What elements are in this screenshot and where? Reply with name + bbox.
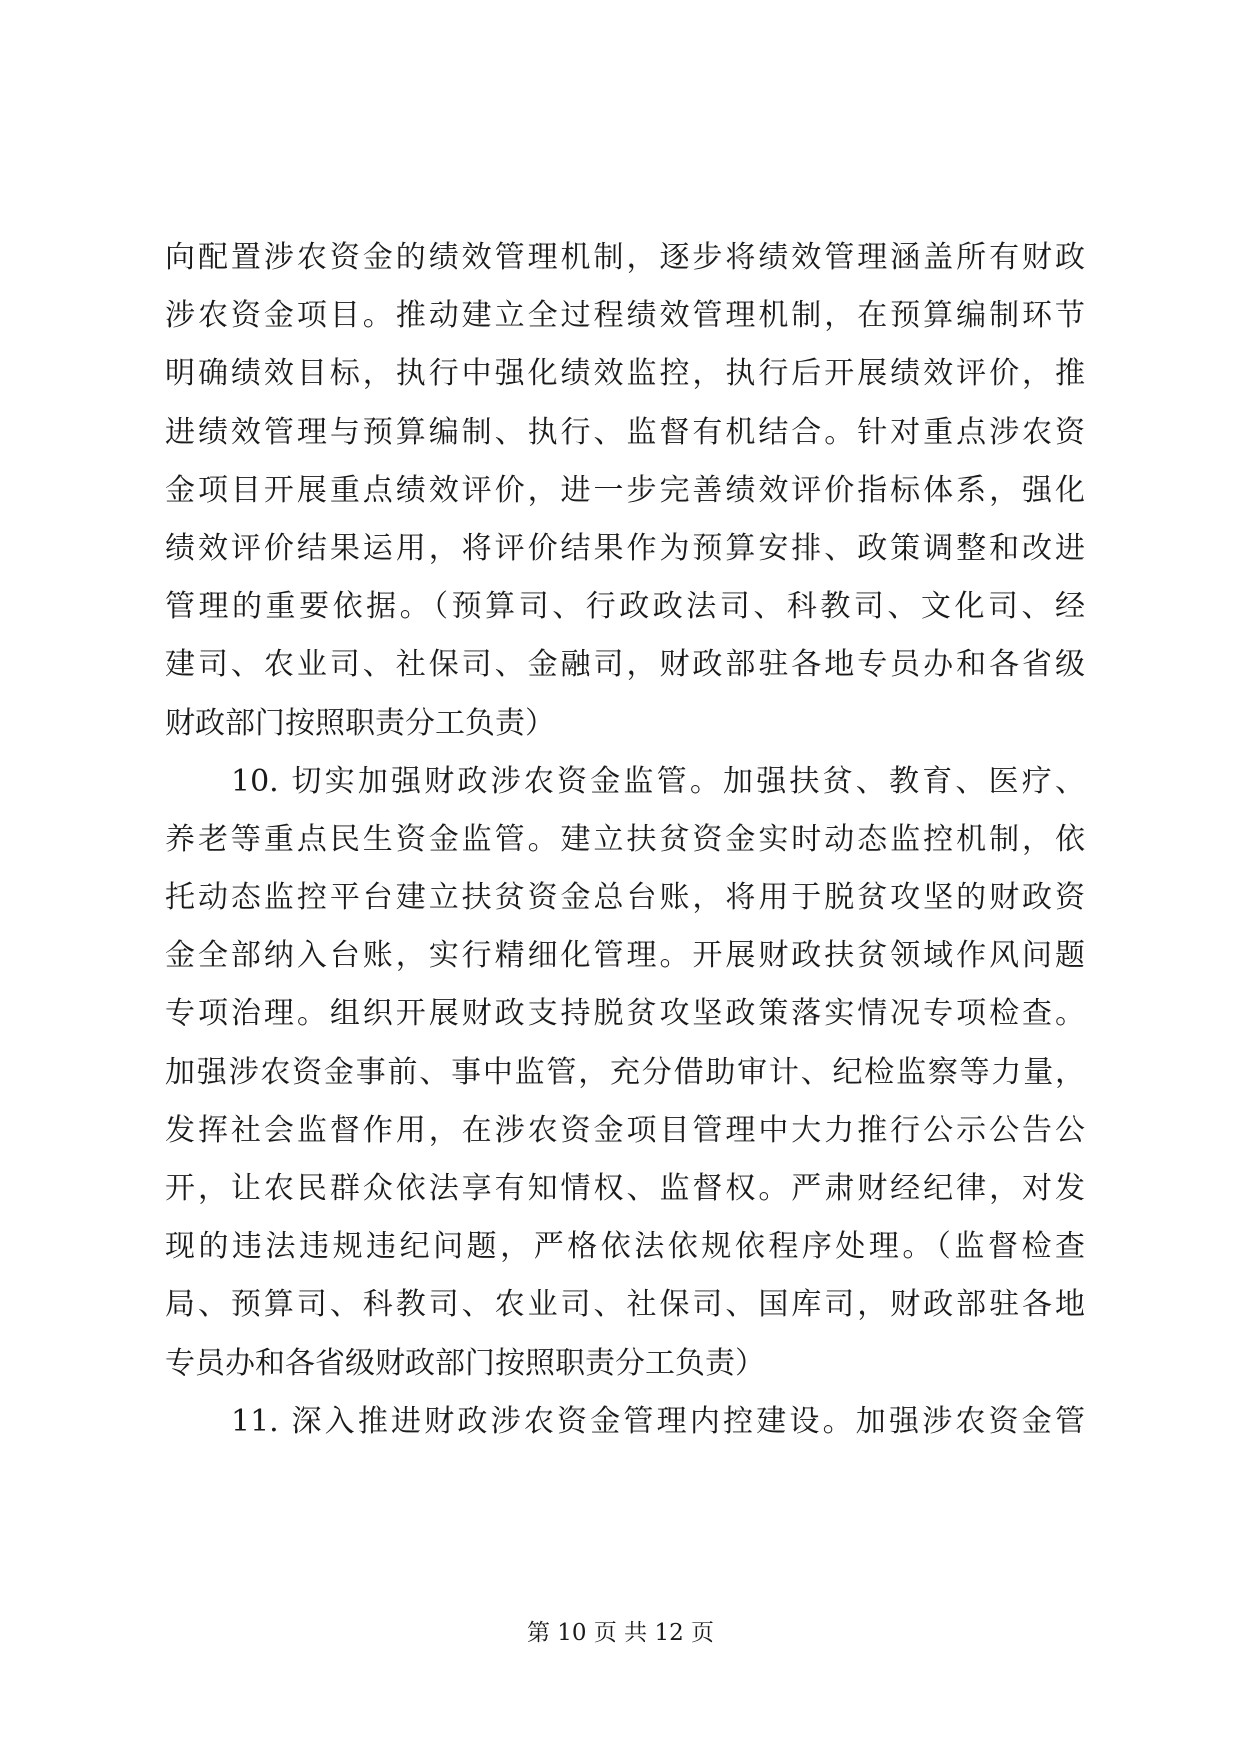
text-line: 金全部纳入台账，实行精细化管理。开展财政扶贫领域作风问题 xyxy=(165,938,1085,974)
text-line: 托动态监控平台建立扶贫资金总台账，将用于脱贫攻坚的财政资 xyxy=(165,880,1085,916)
text-line: 养老等重点民生资金监管。建立扶贫资金实时动态监控机制，依 xyxy=(165,821,1085,857)
text-line: 加强涉农资金事前、事中监管，充分借助审计、纪检监察等力量， xyxy=(165,1054,1085,1090)
text-line: 专项治理。组织开展财政支持脱贫攻坚政策落实情况专项检查。 xyxy=(165,996,1085,1032)
text-line: 向配置涉农资金的绩效管理机制，逐步将绩效管理涵盖所有财政 xyxy=(165,240,1085,275)
text-line: 现的违法违规违纪问题，严格依法依规依程序处理。（监督检查 xyxy=(165,1229,1085,1265)
text-line: 进绩效管理与预算编制、执行、监督有机结合。针对重点涉农资 xyxy=(165,414,1085,450)
text-line: 开，让农民群众依法享有知情权、监督权。严肃财经纪律，对发 xyxy=(165,1171,1085,1206)
paragraph-heading-11: 11. 深入推进财政涉农资金管理内控建设。加强涉农资金管 xyxy=(231,1403,1085,1439)
paragraph-heading-10: 10. 切实加强财政涉农资金监管。加强扶贫、教育、医疗、 xyxy=(231,763,1085,799)
text-line: 金项目开展重点绩效评价，进一步完善绩效评价指标体系，强化 xyxy=(165,472,1085,508)
text-line: 局、预算司、科教司、农业司、社保司、国库司，财政部驻各地 xyxy=(165,1287,1085,1323)
text-line: 绩效评价结果运用，将评价结果作为预算安排、政策调整和改进 xyxy=(165,530,1085,566)
body-text xyxy=(165,229,1085,1451)
text-line: 发挥社会监督作用，在涉农资金项目管理中大力推行公示公告公 xyxy=(165,1112,1085,1148)
page-footer: 第 10 页 共 12 页 xyxy=(526,1620,715,1646)
text-line: 涉农资金项目。推动建立全过程绩效管理机制，在预算编制环节 xyxy=(165,298,1085,334)
text-line: 专员办和各省级财政部门按照职责分工负责） xyxy=(165,1345,765,1381)
text-line: 明确绩效目标，执行中强化绩效监控，执行后开展绩效评价，推 xyxy=(165,356,1085,392)
text-line: 财政部门按照职责分工负责） xyxy=(165,705,555,741)
text-line: 管理的重要依据。（预算司、行政政法司、科教司、文化司、经 xyxy=(165,589,1085,625)
text-line: 建司、农业司、社保司、金融司，财政部驻各地专员办和各省级 xyxy=(165,647,1085,683)
